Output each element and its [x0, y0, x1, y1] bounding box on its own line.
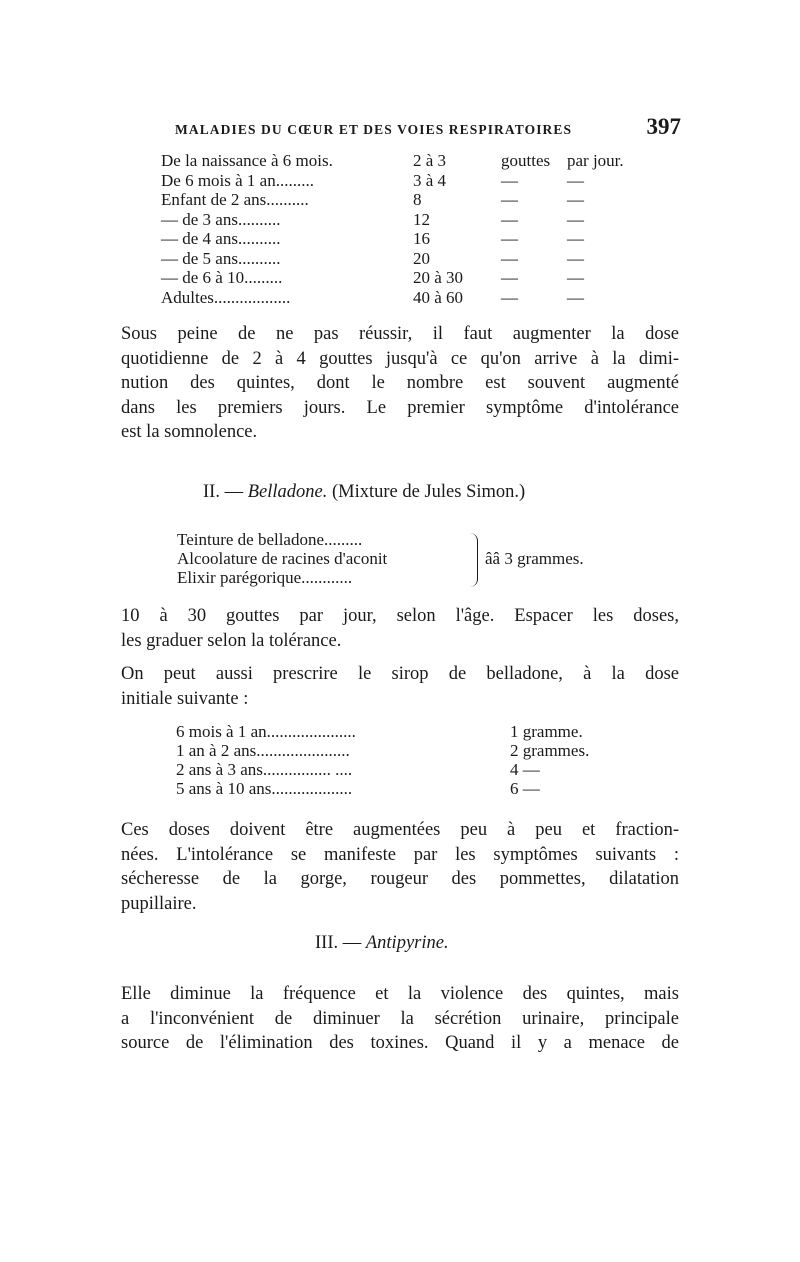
- text-line: initiale suivante :: [121, 688, 249, 709]
- dose-dose: 20 à 30: [413, 268, 464, 287]
- dose-table: [161, 151, 633, 307]
- dose-unit2: —: [567, 268, 584, 287]
- text-line: Elle diminue la fréquence et la violence des quintes, mais: [121, 984, 679, 1004]
- formula-item: Elixir parégorique............: [177, 568, 353, 587]
- paragraph-5: [121, 982, 679, 1056]
- text-line: dans les premiers jours. Le premier symptôme d'intolérance: [121, 397, 679, 418]
- section-numeral: II. —: [203, 482, 248, 502]
- dose-unit1: —: [501, 209, 518, 229]
- text-line: Sous peine de ne pas réussir, il faut augmenter la dose: [121, 324, 679, 344]
- section-numeral: III. —: [315, 933, 366, 953]
- text-line: nution des quintes, dont le nombre est souvent augmenté: [121, 373, 679, 393]
- dose-unit1: —: [501, 248, 518, 268]
- running-head: MALADIES DU CŒUR ET DES VOIES RESPIRATOIRES: [175, 122, 573, 137]
- paragraph-4: [121, 818, 679, 916]
- sirop-dose: 4 —: [510, 760, 540, 779]
- text-line: les graduer selon la tolérance.: [121, 630, 342, 651]
- page-number: 397: [646, 114, 681, 139]
- sirop-dose: 6 —: [510, 779, 540, 798]
- dose-dose: 8: [413, 190, 422, 209]
- paragraph-3: [121, 662, 679, 711]
- sirop-table: [176, 722, 589, 798]
- dose-unit2: —: [567, 190, 584, 209]
- dose-unit2: —: [567, 287, 584, 307]
- dose-dose: 20: [413, 248, 430, 268]
- text-line: nées. L'intolérance se manifeste par les symptômes suivants :: [121, 844, 679, 865]
- text-line: quotidienne de 2 à 4 gouttes jusqu'à ce qu'on arrive à la dimi-: [121, 348, 679, 369]
- dose-unit2: —: [567, 248, 584, 268]
- section-subtitle: (Mixture de Jules Simon.): [327, 482, 526, 502]
- sirop-row: [176, 779, 589, 798]
- paragraph-1: [121, 322, 679, 445]
- dose-unit1: —: [501, 170, 518, 190]
- dose-age: — de 3 ans..........: [161, 209, 281, 229]
- section-title: Antipyrine.: [365, 933, 449, 953]
- sirop-age: 2 ans à 3 ans................ ....: [176, 760, 353, 779]
- dose-row: [161, 249, 633, 269]
- page-header: [175, 114, 681, 140]
- text-line: Ces doses doivent être augmentées peu à peu et fraction-: [121, 820, 679, 840]
- dose-dose: 40 à 60: [413, 287, 464, 307]
- formula-item: Teinture de belladone.........: [177, 530, 363, 549]
- text-line: pupillaire.: [121, 893, 197, 914]
- dose-dose: 16: [413, 229, 430, 248]
- text-line: est la somnolence.: [121, 422, 258, 442]
- dose-unit2: —: [567, 209, 584, 229]
- dose-age: Enfant de 2 ans..........: [161, 190, 309, 209]
- dose-age: — de 4 ans..........: [161, 229, 281, 248]
- dose-unit2: —: [567, 229, 584, 248]
- dose-unit1: —: [501, 287, 518, 307]
- dose-unit2: —: [567, 170, 584, 190]
- dose-row: [161, 171, 633, 191]
- dose-row: [161, 229, 633, 249]
- dose-age: De 6 mois à 1 an.........: [161, 170, 314, 190]
- formula-item: Alcoolature de racines d'aconit: [177, 549, 388, 568]
- dose-unit1: —: [501, 190, 518, 209]
- dose-row: [161, 151, 633, 171]
- dose-row: [161, 268, 633, 288]
- dose-unit1: —: [501, 229, 518, 248]
- sirop-row: [176, 741, 589, 760]
- sirop-row: [176, 722, 589, 741]
- dose-unit1: gouttes: [501, 151, 551, 170]
- paragraph-2: [121, 604, 679, 653]
- brace-mark: [469, 533, 478, 587]
- dose-unit2: par jour.: [567, 151, 624, 170]
- dose-age: — de 5 ans..........: [161, 248, 281, 268]
- formula-quantity: ââ 3 grammes.: [485, 549, 584, 568]
- dose-unit1: —: [501, 268, 518, 287]
- sirop-dose: 2 grammes.: [510, 741, 590, 760]
- dose-dose: 12: [413, 209, 430, 229]
- dose-dose: 2 à 3: [413, 151, 447, 170]
- text-line: a l'inconvénient de diminuer la sécrétion urinaire, principale: [121, 1008, 679, 1029]
- text-line: source de l'élimination des toxines. Quand il y a menace de: [121, 1033, 679, 1053]
- sirop-age: 1 an à 2 ans......................: [176, 741, 350, 760]
- dose-age: De la naissance à 6 mois.: [161, 151, 333, 170]
- dose-age: Adultes..................: [161, 287, 291, 307]
- section-heading-belladone: [203, 482, 525, 503]
- text-line: sécheresse de la gorge, rougeur des pommettes, dilatation: [121, 869, 679, 889]
- dose-row: [161, 288, 633, 308]
- sirop-age: 6 mois à 1 an.....................: [176, 722, 356, 741]
- section-title: Belladone.: [247, 482, 328, 502]
- dose-dose: 3 à 4: [413, 170, 447, 190]
- text-line: On peut aussi prescrire le sirop de belladone, à la dose: [121, 664, 679, 684]
- dose-row: [161, 210, 633, 230]
- sirop-age: 5 ans à 10 ans...................: [176, 779, 353, 798]
- dose-row: [161, 190, 633, 210]
- sirop-row: [176, 760, 589, 779]
- text-line: 10 à 30 gouttes par jour, selon l'âge. Espacer les doses,: [121, 606, 679, 626]
- sirop-dose: 1 gramme.: [510, 722, 583, 741]
- dose-age: — de 6 à 10.........: [161, 268, 283, 287]
- formula-list: [177, 530, 467, 587]
- section-heading-antipyrine: [315, 933, 449, 954]
